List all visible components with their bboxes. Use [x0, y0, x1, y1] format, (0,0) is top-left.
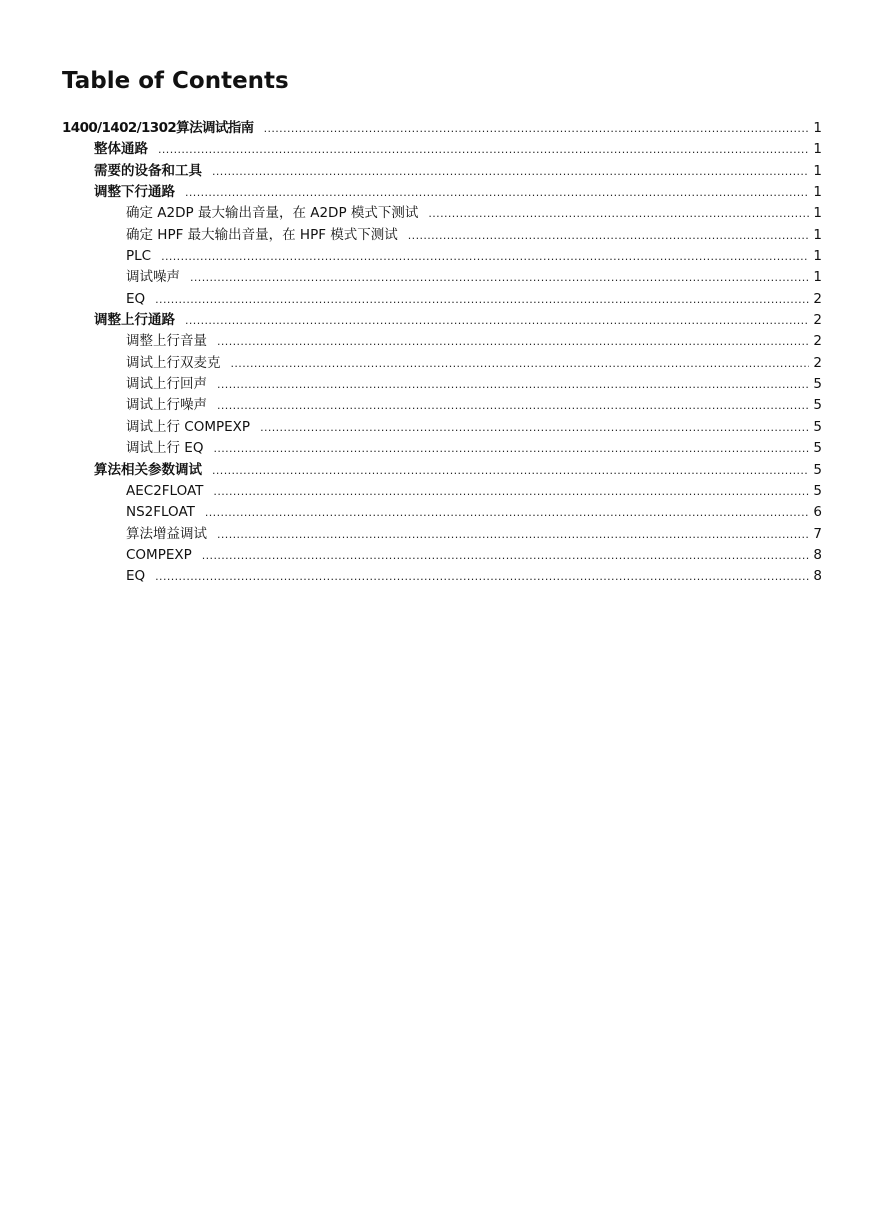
toc-entry[interactable] — [62, 225, 822, 246]
toc-leader-dots — [217, 331, 809, 352]
toc-list — [62, 118, 822, 588]
toc-page-number[interactable]: 2 — [813, 333, 822, 350]
toc-entry-title[interactable]: EQ — [126, 568, 146, 585]
toc-leader-dots — [155, 289, 809, 310]
toc-title: Table of Contents — [62, 68, 289, 94]
toc-page-number[interactable]: 1 — [813, 141, 822, 158]
toc-entry-title[interactable]: EQ — [126, 290, 146, 307]
toc-entry[interactable] — [62, 118, 822, 139]
toc-entry-title[interactable]: 调整上行音量 — [126, 333, 207, 350]
toc-entry-title[interactable]: AEC2FLOAT — [126, 482, 204, 499]
toc-entry[interactable] — [62, 310, 822, 331]
toc-leader-dots — [213, 481, 809, 502]
toc-entry[interactable] — [62, 182, 822, 203]
toc-page-number[interactable]: 1 — [813, 248, 822, 265]
toc-entry-title[interactable]: PLC — [126, 248, 152, 265]
toc-leader-dots — [190, 267, 809, 288]
toc-entry-title[interactable]: 确定 HPF 最大输出音量，在 HPF 模式下测试 — [126, 226, 398, 243]
toc-leader-dots — [213, 438, 809, 459]
toc-entry[interactable] — [62, 438, 822, 459]
toc-entry[interactable] — [62, 331, 822, 352]
toc-entry-title[interactable]: 算法相关参数调试 — [94, 461, 202, 478]
toc-leader-dots — [202, 545, 810, 566]
toc-page-number[interactable]: 8 — [813, 546, 822, 563]
toc-entry-title[interactable]: 整体通路 — [94, 141, 148, 158]
toc-entry[interactable] — [62, 481, 822, 502]
toc-entry-title[interactable]: 调试上行双麦克 — [126, 354, 221, 371]
toc-entry-title[interactable]: 调试上行噪声 — [126, 397, 207, 414]
toc-entry-title[interactable]: 调试上行回声 — [126, 376, 207, 393]
toc-page-number[interactable]: 5 — [813, 397, 822, 414]
toc-entry[interactable] — [62, 246, 822, 267]
toc-entry[interactable] — [62, 524, 822, 545]
toc-entry-title[interactable]: 1400/1402/1302算法调试指南 — [62, 120, 254, 136]
toc-entry-title[interactable]: 算法增益调试 — [126, 525, 207, 542]
toc-leader-dots — [408, 225, 810, 246]
toc-entry-title[interactable]: NS2FLOAT — [126, 504, 195, 521]
toc-leader-dots — [217, 395, 809, 416]
toc-entry-title[interactable]: 调整上行通路 — [94, 312, 175, 329]
toc-entry[interactable] — [62, 395, 822, 416]
toc-page-number[interactable]: 5 — [813, 376, 822, 393]
toc-entry-title[interactable]: 确定 A2DP 最大输出音量，在 A2DP 模式下测试 — [126, 205, 419, 222]
toc-page-number[interactable]: 5 — [813, 418, 822, 435]
toc-leader-dots — [158, 139, 809, 160]
toc-leader-dots — [205, 502, 810, 523]
toc-leader-dots — [185, 182, 809, 203]
toc-page-number[interactable]: 1 — [813, 226, 822, 243]
toc-leader-dots — [231, 353, 810, 374]
toc-entry-title[interactable]: 调试上行 COMPEXP — [126, 418, 251, 435]
toc-leader-dots — [185, 310, 809, 331]
toc-leader-dots — [161, 246, 809, 267]
toc-entry[interactable] — [62, 161, 822, 182]
toc-page-number[interactable]: 2 — [813, 312, 822, 329]
toc-entry-title[interactable]: 调试上行 EQ — [126, 440, 204, 457]
toc-leader-dots — [155, 566, 809, 587]
toc-page-number[interactable]: 7 — [813, 525, 822, 542]
toc-entry[interactable] — [62, 417, 822, 438]
toc-page-number[interactable]: 5 — [813, 482, 822, 499]
toc-page-number[interactable]: 2 — [813, 290, 822, 307]
toc-page-number[interactable]: 5 — [813, 440, 822, 457]
toc-page-number[interactable]: 5 — [813, 461, 822, 478]
toc-page-number[interactable]: 1 — [813, 205, 822, 222]
toc-leader-dots — [260, 417, 809, 438]
toc-leader-dots — [212, 161, 809, 182]
toc-entry-title[interactable]: 调试噪声 — [126, 269, 180, 286]
toc-page-number[interactable]: 6 — [813, 504, 822, 521]
toc-page-number[interactable]: 1 — [813, 269, 822, 286]
toc-entry[interactable] — [62, 460, 822, 481]
toc-page-number[interactable]: 1 — [813, 162, 822, 179]
toc-entry[interactable] — [62, 139, 822, 160]
toc-entry[interactable] — [62, 545, 822, 566]
toc-leader-dots — [217, 374, 809, 395]
toc-page-number[interactable]: 8 — [813, 568, 822, 585]
toc-entry[interactable] — [62, 289, 822, 310]
toc-entry-title[interactable]: 调整下行通路 — [94, 184, 175, 201]
toc-entry[interactable] — [62, 502, 822, 523]
toc-entry[interactable] — [62, 267, 822, 288]
toc-leader-dots — [264, 118, 810, 139]
toc-page-number[interactable]: 1 — [813, 120, 822, 136]
toc-entry[interactable] — [62, 203, 822, 224]
toc-entry[interactable] — [62, 374, 822, 395]
toc-entry[interactable] — [62, 353, 822, 374]
toc-entry-title[interactable]: COMPEXP — [126, 546, 192, 563]
toc-page-number[interactable]: 1 — [813, 184, 822, 201]
toc-page-number[interactable]: 2 — [813, 354, 822, 371]
toc-entry[interactable] — [62, 566, 822, 587]
toc-entry-title[interactable]: 需要的设备和工具 — [94, 162, 202, 179]
toc-leader-dots — [217, 524, 809, 545]
toc-leader-dots — [428, 203, 809, 224]
toc-leader-dots — [212, 460, 809, 481]
